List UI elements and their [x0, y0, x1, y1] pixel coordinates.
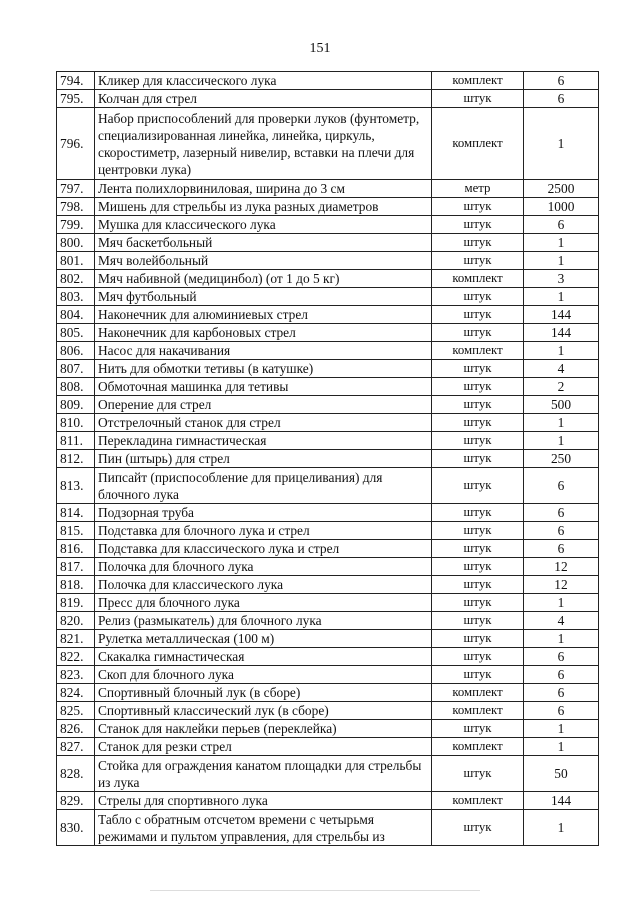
item-quantity: 1: [524, 738, 599, 756]
item-name: Мяч баскетбольный: [95, 234, 432, 252]
item-unit: штук: [432, 252, 524, 270]
item-quantity: 4: [524, 360, 599, 378]
item-quantity: 2: [524, 378, 599, 396]
item-name: Релиз (размыкатель) для блочного лука: [95, 612, 432, 630]
table-row: [57, 594, 599, 612]
table-row: [57, 396, 599, 414]
item-quantity: 6: [524, 522, 599, 540]
item-unit: комплект: [432, 270, 524, 288]
item-unit: штук: [432, 288, 524, 306]
item-unit: штук: [432, 216, 524, 234]
item-quantity: 1: [524, 252, 599, 270]
item-unit: штук: [432, 234, 524, 252]
row-number: 806.: [57, 342, 95, 360]
item-name: Колчан для стрел: [95, 90, 432, 108]
table-row: [57, 216, 599, 234]
item-name: Мяч набивной (медицинбол) (от 1 до 5 кг): [95, 270, 432, 288]
table-row: [57, 306, 599, 324]
row-number: 808.: [57, 378, 95, 396]
item-unit: комплект: [432, 738, 524, 756]
row-number: 796.: [57, 108, 95, 180]
item-unit: штук: [432, 612, 524, 630]
item-name: Насос для накачивания: [95, 342, 432, 360]
item-quantity: 1: [524, 594, 599, 612]
equipment-table-body: [57, 72, 599, 846]
row-number: 829.: [57, 792, 95, 810]
row-number: 815.: [57, 522, 95, 540]
item-quantity: 1: [524, 432, 599, 450]
table-row: [57, 684, 599, 702]
item-quantity: 250: [524, 450, 599, 468]
item-name: Лента полихлорвиниловая, ширина до 3 см: [95, 180, 432, 198]
item-unit: штук: [432, 522, 524, 540]
row-number: 797.: [57, 180, 95, 198]
table-row: [57, 792, 599, 810]
item-quantity: 3: [524, 270, 599, 288]
row-number: 798.: [57, 198, 95, 216]
item-quantity: 1000: [524, 198, 599, 216]
table-row: [57, 108, 599, 180]
row-number: 818.: [57, 576, 95, 594]
table-row: [57, 198, 599, 216]
item-name: Оперение для стрел: [95, 396, 432, 414]
item-unit: метр: [432, 180, 524, 198]
item-name: Наконечник для карбоновых стрел: [95, 324, 432, 342]
item-name: Наконечник для алюминиевых стрел: [95, 306, 432, 324]
item-quantity: 1: [524, 414, 599, 432]
item-name: Стрелы для спортивного лука: [95, 792, 432, 810]
item-name: Полочка для блочного лука: [95, 558, 432, 576]
row-number: 823.: [57, 666, 95, 684]
item-name: Пин (штырь) для стрел: [95, 450, 432, 468]
row-number: 809.: [57, 396, 95, 414]
row-number: 802.: [57, 270, 95, 288]
item-quantity: 1: [524, 342, 599, 360]
item-unit: штук: [432, 198, 524, 216]
item-quantity: 6: [524, 504, 599, 522]
item-unit: штук: [432, 720, 524, 738]
item-quantity: 1: [524, 630, 599, 648]
table-row: [57, 324, 599, 342]
table-row: [57, 648, 599, 666]
item-name: Мишень для стрельбы из лука разных диаметров: [95, 198, 432, 216]
row-number: 828.: [57, 756, 95, 792]
row-number: 799.: [57, 216, 95, 234]
item-unit: штук: [432, 648, 524, 666]
table-row: [57, 630, 599, 648]
row-number: 814.: [57, 504, 95, 522]
item-name: Спортивный классический лук (в сборе): [95, 702, 432, 720]
item-name: Скакалка гимнастическая: [95, 648, 432, 666]
table-row: [57, 702, 599, 720]
row-number: 801.: [57, 252, 95, 270]
item-unit: штук: [432, 810, 524, 846]
item-quantity: 50: [524, 756, 599, 792]
row-number: 830.: [57, 810, 95, 846]
item-quantity: 1: [524, 108, 599, 180]
item-name: Мяч футбольный: [95, 288, 432, 306]
table-row: [57, 270, 599, 288]
item-quantity: 6: [524, 468, 599, 504]
item-name: Табло с обратным отсчетом времени с четырьмя режимами и пультом управления, для стрельбы из: [95, 810, 432, 846]
item-unit: штук: [432, 756, 524, 792]
item-name: Кликер для классического лука: [95, 72, 432, 90]
row-number: 822.: [57, 648, 95, 666]
item-quantity: 12: [524, 558, 599, 576]
item-quantity: 12: [524, 576, 599, 594]
item-unit: штук: [432, 468, 524, 504]
item-unit: штук: [432, 432, 524, 450]
item-name: Станок для резки стрел: [95, 738, 432, 756]
item-quantity: 6: [524, 666, 599, 684]
item-unit: штук: [432, 378, 524, 396]
row-number: 804.: [57, 306, 95, 324]
item-name: Подставка для классического лука и стрел: [95, 540, 432, 558]
table-row: [57, 666, 599, 684]
item-quantity: 1: [524, 234, 599, 252]
item-unit: комплект: [432, 72, 524, 90]
item-quantity: 6: [524, 216, 599, 234]
table-row: [57, 540, 599, 558]
row-number: 803.: [57, 288, 95, 306]
item-quantity: 2500: [524, 180, 599, 198]
item-quantity: 6: [524, 540, 599, 558]
table-row: [57, 576, 599, 594]
item-quantity: 6: [524, 72, 599, 90]
item-quantity: 144: [524, 792, 599, 810]
item-name: Мушка для классического лука: [95, 216, 432, 234]
item-name: Подзорная труба: [95, 504, 432, 522]
row-number: 807.: [57, 360, 95, 378]
table-row: [57, 468, 599, 504]
item-name: Полочка для классического лука: [95, 576, 432, 594]
item-unit: комплект: [432, 342, 524, 360]
table-row: [57, 414, 599, 432]
item-unit: штук: [432, 630, 524, 648]
item-unit: штук: [432, 306, 524, 324]
row-number: 825.: [57, 702, 95, 720]
table-row: [57, 450, 599, 468]
item-unit: комплект: [432, 684, 524, 702]
row-number: 812.: [57, 450, 95, 468]
item-quantity: 144: [524, 306, 599, 324]
table-row: [57, 360, 599, 378]
item-name: Набор приспособлений для проверки луков (фунтометр, специализированная линейка, линейка, циркуль, скоростиметр, лазерный нивелир, вставки на плечи для центровки лука): [95, 108, 432, 180]
row-number: 821.: [57, 630, 95, 648]
table-row: [57, 558, 599, 576]
item-unit: комплект: [432, 702, 524, 720]
row-number: 820.: [57, 612, 95, 630]
item-name: Скоп для блочного лука: [95, 666, 432, 684]
item-quantity: 1: [524, 810, 599, 846]
item-unit: штук: [432, 324, 524, 342]
row-number: 827.: [57, 738, 95, 756]
table-row: [57, 90, 599, 108]
item-name: Рулетка металлическая (100 м): [95, 630, 432, 648]
table-row: [57, 720, 599, 738]
row-number: 819.: [57, 594, 95, 612]
item-name: Нить для обмотки тетивы (в катушке): [95, 360, 432, 378]
item-quantity: 6: [524, 684, 599, 702]
row-number: 810.: [57, 414, 95, 432]
item-quantity: 6: [524, 648, 599, 666]
table-row: [57, 288, 599, 306]
item-name: Отстрелочный станок для стрел: [95, 414, 432, 432]
row-number: 795.: [57, 90, 95, 108]
row-number: 817.: [57, 558, 95, 576]
table-row: [57, 252, 599, 270]
item-name: Пипсайт (приспособление для прицеливания) для блочного лука: [95, 468, 432, 504]
scan-edge-line: [150, 890, 480, 891]
item-unit: штук: [432, 594, 524, 612]
item-name: Мяч волейбольный: [95, 252, 432, 270]
row-number: 824.: [57, 684, 95, 702]
item-quantity: 6: [524, 90, 599, 108]
table-row: [57, 810, 599, 846]
row-number: 811.: [57, 432, 95, 450]
item-quantity: 500: [524, 396, 599, 414]
item-unit: штук: [432, 504, 524, 522]
table-row: [57, 342, 599, 360]
row-number: 800.: [57, 234, 95, 252]
equipment-table: [56, 71, 599, 846]
page-number: 151: [309, 41, 331, 56]
item-quantity: 6: [524, 702, 599, 720]
item-quantity: 4: [524, 612, 599, 630]
table-row: [57, 612, 599, 630]
item-name: Пресс для блочного лука: [95, 594, 432, 612]
item-unit: штук: [432, 558, 524, 576]
row-number: 826.: [57, 720, 95, 738]
item-quantity: 144: [524, 324, 599, 342]
item-unit: комплект: [432, 108, 524, 180]
row-number: 805.: [57, 324, 95, 342]
item-unit: штук: [432, 414, 524, 432]
item-unit: комплект: [432, 792, 524, 810]
item-quantity: 1: [524, 720, 599, 738]
table-row: [57, 72, 599, 90]
table-row: [57, 234, 599, 252]
row-number: 816.: [57, 540, 95, 558]
row-number: 813.: [57, 468, 95, 504]
item-name: Станок для наклейки перьев (переклейка): [95, 720, 432, 738]
item-unit: штук: [432, 666, 524, 684]
table-row: [57, 378, 599, 396]
item-name: Обмоточная машинка для тетивы: [95, 378, 432, 396]
table-row: [57, 432, 599, 450]
table-row: [57, 738, 599, 756]
item-unit: штук: [432, 450, 524, 468]
table-row: [57, 504, 599, 522]
item-unit: штук: [432, 396, 524, 414]
item-quantity: 1: [524, 288, 599, 306]
table-row: [57, 522, 599, 540]
item-name: Перекладина гимнастическая: [95, 432, 432, 450]
item-unit: штук: [432, 540, 524, 558]
item-unit: штук: [432, 360, 524, 378]
item-unit: штук: [432, 90, 524, 108]
item-unit: штук: [432, 576, 524, 594]
table-row: [57, 180, 599, 198]
item-name: Стойка для ограждения канатом площадки для стрельбы из лука: [95, 756, 432, 792]
item-name: Спортивный блочный лук (в сборе): [95, 684, 432, 702]
row-number: 794.: [57, 72, 95, 90]
item-name: Подставка для блочного лука и стрел: [95, 522, 432, 540]
table-row: [57, 756, 599, 792]
